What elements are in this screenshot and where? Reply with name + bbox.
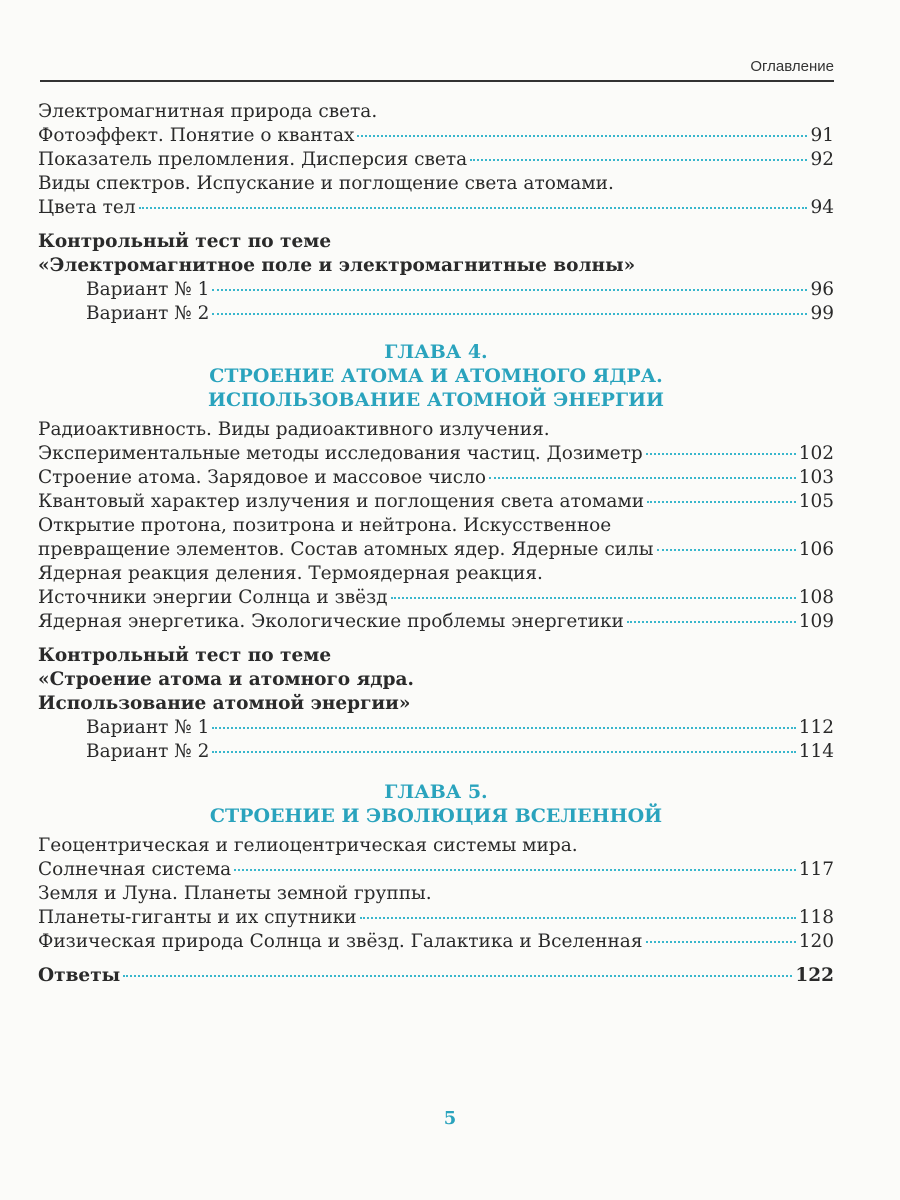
dot-leader [646,453,796,455]
entry-page: 118 [798,907,834,928]
dot-leader [357,135,807,137]
dot-leader [489,477,796,479]
toc-entry[interactable] [38,834,834,858]
toc-entry[interactable] [38,196,834,220]
entry-title: Экспериментальные методы исследования частиц. Дозиметр [38,443,643,464]
test-heading: Контрольный тест по теме [38,231,332,252]
toc-entry[interactable] [38,490,834,514]
entry-title: Ядерная реакция деления. Термоядерная реакция. [38,563,543,584]
entry-page: 114 [798,741,834,762]
entry-page: 109 [798,611,834,632]
dot-leader [234,869,796,871]
test-heading: Контрольный тест по теме [38,645,332,666]
dot-leader [123,975,792,977]
entry-title: Фотоэффект. Понятие о квантах [38,125,355,146]
entry-page: 99 [810,303,834,324]
entry-title: Геоцентрическая и гелиоцентрическая системы мира. [38,835,578,856]
toc-entry[interactable] [38,442,834,466]
chapter-5-title: ГЛАВА 5. СТРОЕНИЕ И ЭВОЛЮЦИЯ ВСЕЛЕННОЙ [209,781,663,827]
entry-title: Электромагнитная природа света. [38,101,378,122]
entry-title: Земля и Луна. Планеты земной группы. [38,883,432,904]
dot-leader [391,597,796,599]
entry-title: превращение элементов. Состав атомных ядер. Ядерные силы [38,539,654,560]
page-number: 5 [443,1108,457,1129]
toc-entry[interactable] [38,514,834,538]
entry-page: 117 [798,859,834,880]
toc-entry[interactable] [38,124,834,148]
toc-entry[interactable] [38,466,834,490]
toc-entry[interactable] [38,586,834,610]
header-title: Оглавление [750,58,834,75]
entry-page: 102 [798,443,834,464]
dot-leader [212,313,807,315]
toc-entry[interactable] [38,278,834,302]
dot-leader [212,727,795,729]
toc-entry[interactable] [38,172,834,196]
toc-entry-answers[interactable] [38,964,834,988]
entry-title: Источники энергии Солнца и звёзд [38,587,388,608]
toc-entry[interactable] [38,302,834,326]
table-of-contents [38,100,834,988]
entry-title: Цвета тел [38,197,136,218]
entry-title: Вариант № 1 [86,717,210,738]
entry-page: 94 [810,197,834,218]
toc-entry[interactable] [38,418,834,442]
toc-entry[interactable] [38,100,834,124]
toc-entry[interactable] [38,538,834,562]
dot-leader [646,941,796,943]
dot-leader [139,207,808,209]
entry-page: 103 [798,467,834,488]
dot-leader [647,501,796,503]
entry-title: Виды спектров. Испускание и поглощение света атомами. [38,173,614,194]
toc-entry[interactable] [38,906,834,930]
entry-page: 92 [810,149,834,170]
chapter-4-title: ГЛАВА 4. СТРОЕНИЕ АТОМА И АТОМНОГО ЯДРА. ИСПОЛЬЗОВАНИЕ АТОМНОЙ ЭНЕРГИИ [208,341,664,411]
dot-leader [627,621,796,623]
test-heading: «Электромагнитное поле и электромагнитные волны» [38,255,636,276]
test-heading: Использование атомной энергии» [38,693,411,714]
dot-leader [657,549,796,551]
entry-title: Вариант № 2 [86,303,210,324]
dot-leader [470,159,807,161]
entry-title: Вариант № 1 [86,279,210,300]
running-header [40,58,834,82]
toc-entry[interactable] [38,930,834,954]
toc-entry[interactable] [38,610,834,634]
toc-entry[interactable] [38,858,834,882]
dot-leader [212,751,795,753]
entry-title: Вариант № 2 [86,741,210,762]
entry-page: 112 [798,717,834,738]
entry-title: Открытие протона, позитрона и нейтрона. Искусственное [38,515,612,536]
entry-page: 91 [810,125,834,146]
entry-page: 122 [795,965,834,986]
entry-title: Показатель преломления. Дисперсия света [38,149,468,170]
entry-title: Квантовый характер излучения и поглощения света атомами [38,491,645,512]
entry-title: Радиоактивность. Виды радиоактивного излучения. [38,419,550,440]
entry-title: Ответы [38,965,121,986]
entry-title: Физическая природа Солнца и звёзд. Галактика и Вселенная [38,931,643,952]
toc-entry[interactable] [38,562,834,586]
entry-page: 105 [798,491,834,512]
test-heading: «Строение атома и атомного ядра. [38,669,414,690]
toc-entry[interactable] [38,740,834,764]
toc-entry[interactable] [38,716,834,740]
entry-page: 106 [798,539,834,560]
dot-leader [360,917,796,919]
entry-title: Ядерная энергетика. Экологические проблемы энергетики [38,611,624,632]
entry-title: Планеты-гиганты и их спутники [38,907,357,928]
dot-leader [212,289,807,291]
entry-title: Солнечная система [38,859,232,880]
entry-title: Строение атома. Зарядовое и массовое число [38,467,487,488]
entry-page: 108 [798,587,834,608]
toc-entry[interactable] [38,882,834,906]
entry-page: 120 [798,931,834,952]
entry-page: 96 [810,279,834,300]
toc-entry[interactable] [38,148,834,172]
